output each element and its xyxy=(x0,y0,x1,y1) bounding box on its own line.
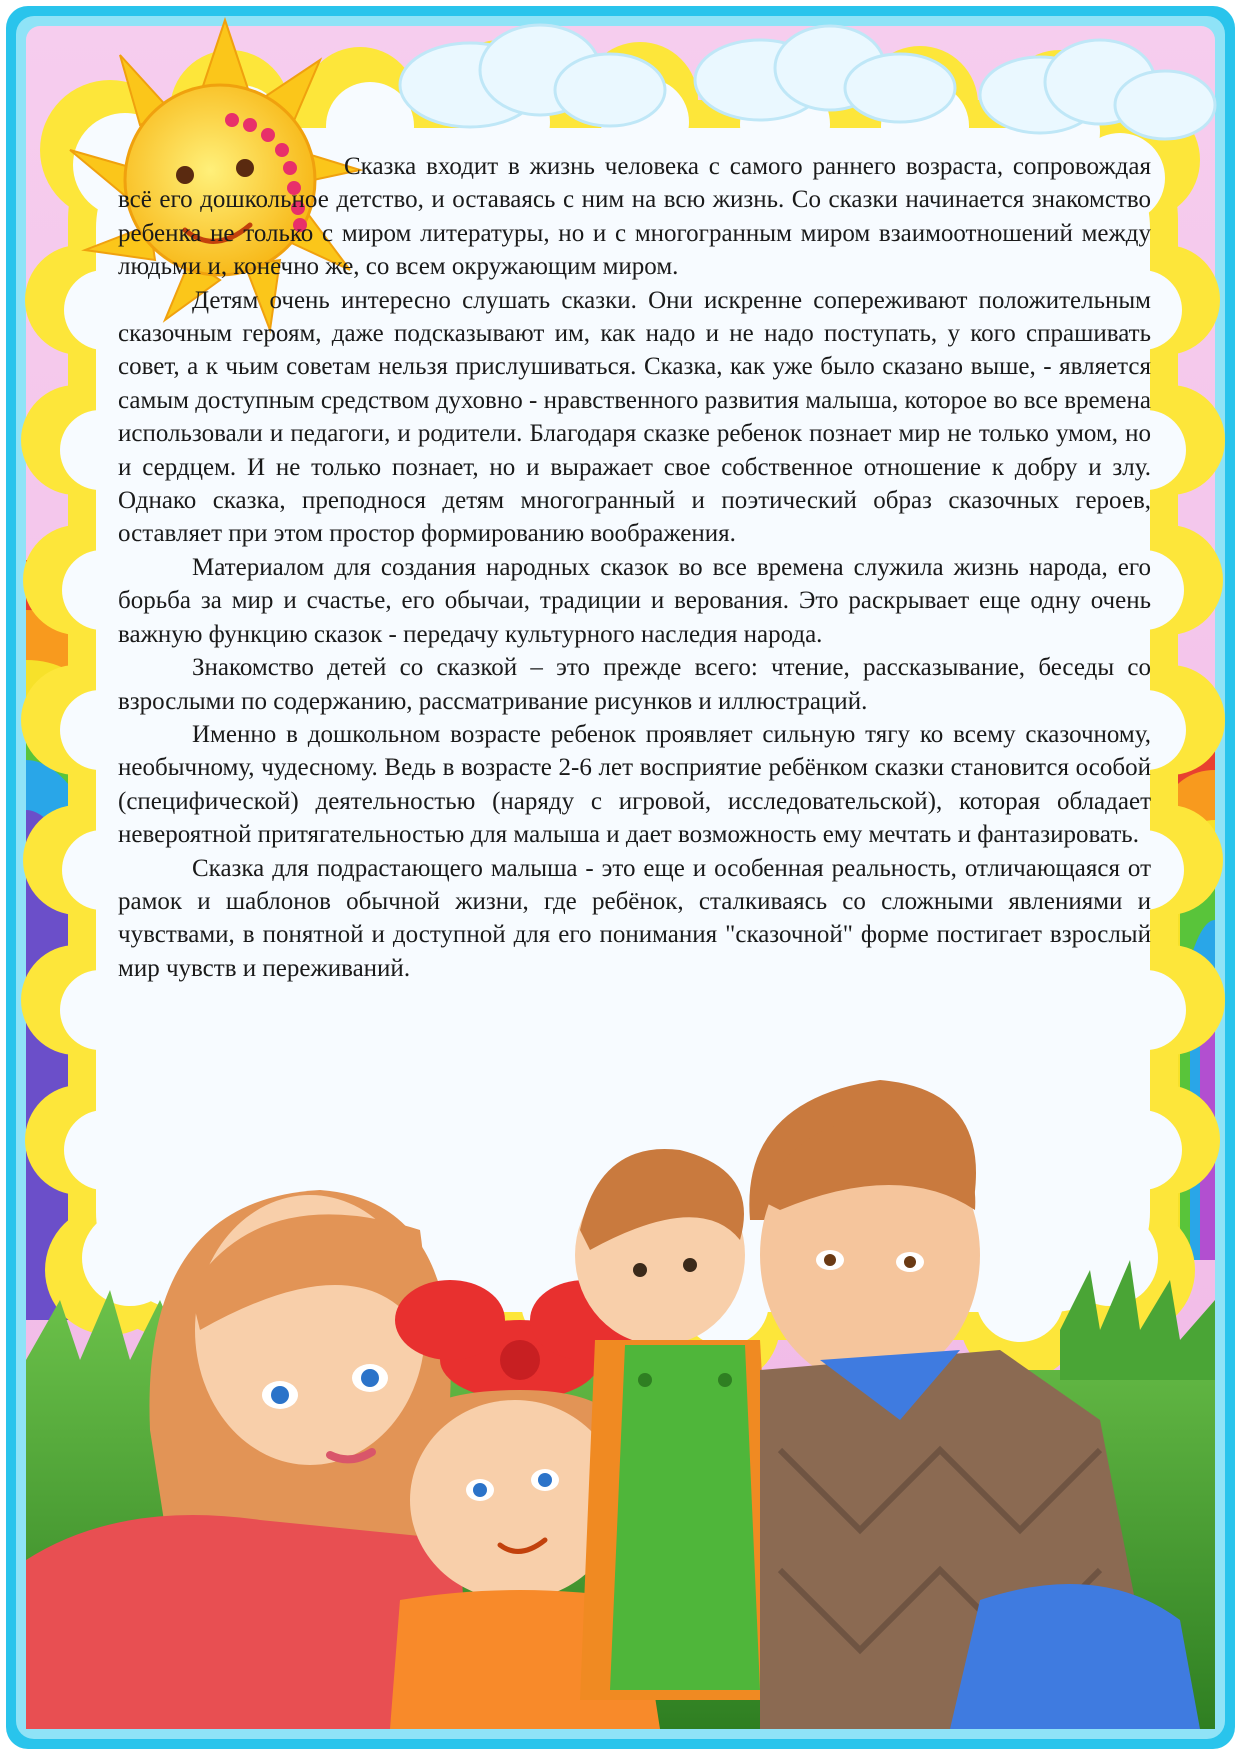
paragraph-5: Именно в дошкольном возрасте ребенок проявляет сильную тягу ко всему сказочному, необычному, чудесному. Ведь в возрасте 2-6 лет восприятие ребёнком сказки становится особой (специфической) деятельностью (наряду с игровой, исследовательской), которая обладает невероятной притягательностью для малыша и дает возможность ему мечтать и фантазировать. xyxy=(118,720,1151,849)
paragraph-3: Материалом для создания народных сказок во все времена служила жизнь народа, его борьба за мир и счастье, его обычаи, традиции и верования. Это раскрывает еще одну очень важную функцию сказок - передачу культурного наследия народа. xyxy=(118,553,1151,648)
paragraph-2: Детям очень интересно слушать сказки. Они искренне сопереживают положительным сказочным героям, даже подсказывают им, как надо и не надо поступать, у кого спрашивать совет, а к чьим советам нельзя прислушиваться. Сказка, как уже было сказано выше, - является самым доступным средством духовно - нравственного развития малыша, которое во все времена использовали и педагоги, и родители. Благодаря сказке ребенок познает мир не только умом, но и сердцем. И не только познает, но и выражает свое собственное отношение к добру и злу. Однако сказка, преподнося детям многогранный и поэтический образ сказочных героев, оставляет при этом простор формированию воображения. xyxy=(118,286,1151,548)
paragraph-4: Знакомство детей со сказкой – это прежде всего: чтение, рассказывание, беседы со взрослыми по содержанию, рассматривание рисунков и иллюстраций. xyxy=(118,654,1151,715)
paragraph-6: Сказка для подрастающего малыша - это еще и особенная реальность, отличающаяся от рамок и шаблонов обычной жизни, где ребёнок, сталкиваясь со сложными явлениями и чувствами, в понятной и доступной для его понимания "сказочной" форме постигает взрослый мир чувств и переживаний. xyxy=(118,854,1151,982)
paragraph-1: Сказка входит в жизнь человека с самого раннего возраста, сопровождая всё его дошкольное детство, и оставаясь с ним на всю жизнь. Со сказки начинается знакомство ребенка не только с миром литературы, но и с многогранным миром взаимоотношений между людьми и, конечно же, со всем окружающим миром. xyxy=(118,153,1151,281)
article-text xyxy=(118,150,1151,985)
